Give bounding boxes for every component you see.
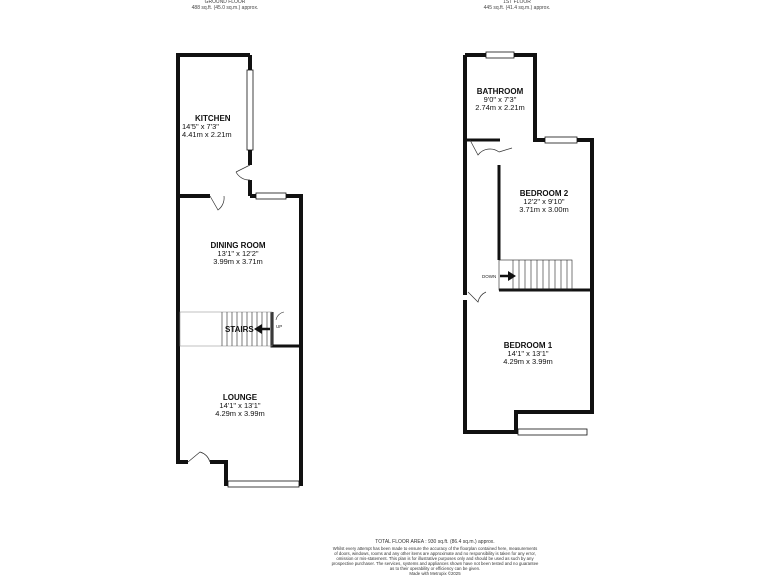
dining-right-wall	[210, 196, 301, 484]
bedroom1-name: BEDROOM 1	[503, 341, 553, 350]
bathroom-metric: 2.74m x 2.21m	[475, 103, 525, 112]
first-floor-area: 445 sq.ft. (41.4 sq.m.) approx.	[483, 4, 551, 11]
dining-door-swing	[210, 196, 224, 210]
dining-room-name: DINING ROOM	[210, 241, 266, 250]
disclaimer-line: omission or mis-statement. This plan is for illustrative purposes only and should be used as such by any	[336, 556, 534, 562]
lounge-left-wall	[178, 196, 188, 462]
kitchen-door-swing	[236, 165, 250, 180]
kitchen-window	[247, 70, 253, 150]
cupboard-label: UP	[276, 324, 283, 329]
kitchen-metric: 4.41m x 2.21m	[182, 130, 232, 139]
bedroom2-imperial: 12'2" x 9'10"	[523, 197, 565, 206]
dining-room-metric: 3.99m x 3.71m	[213, 257, 263, 266]
bathroom-window	[486, 52, 514, 58]
ground-floor-title: GROUND FLOOR	[204, 0, 246, 5]
lounge-name: LOUNGE	[222, 393, 258, 402]
stairs-down-arrow	[500, 271, 516, 281]
bedroom2-metric: 3.71m x 3.00m	[519, 205, 569, 214]
kitchen-name: KITCHEN	[195, 114, 231, 123]
lounge-imperial: 14'1" x 13'1"	[219, 401, 261, 410]
bedroom2-door-swing	[499, 148, 512, 152]
lounge-bay-window	[228, 481, 299, 487]
ground-floor-area: 488 sq.ft. (45.0 sq.m.) approx.	[191, 4, 259, 11]
cupboard-door-swing	[276, 312, 284, 320]
first-floor-title: 1ST FLOOR	[503, 0, 531, 5]
disclaimer-line: of doors, windows, rooms and any other items are approximate and no responsibility is taken for any error,	[334, 551, 536, 557]
bedroom1-imperial: 14'1" x 13'1"	[507, 349, 549, 358]
front-door-swing	[188, 452, 210, 462]
bedroom1-metric: 4.29m x 3.99m	[503, 357, 553, 366]
bathroom-name: BATHROOM	[476, 87, 524, 96]
bedroom2-window	[545, 137, 577, 143]
bathroom-imperial: 9'0" x 7'3"	[483, 95, 517, 104]
disclaimer-line: as to their operability or efficiency can be given.	[389, 566, 481, 572]
disclaimer-line: Made with Metropix ©2025	[409, 571, 461, 576]
stairs-down-label: DOWN	[482, 274, 497, 279]
lounge-metric: 4.29m x 3.99m	[215, 409, 265, 418]
dining-window	[256, 193, 286, 199]
bedroom1-door-swing	[468, 292, 486, 302]
stairs-label: STAIRS	[225, 325, 254, 334]
total-floor-area: TOTAL FLOOR AREA : 930 sq.ft. (86.4 sq.m.) approx.	[375, 539, 495, 545]
bedroom2-name: BEDROOM 2	[519, 189, 569, 198]
bathroom-door-swing	[470, 140, 499, 155]
disclaimer-line: prospective purchaser. The services, systems and appliances shown have not been tested and no guarantee	[331, 561, 539, 567]
dining-room-imperial: 13'1" x 12'2"	[217, 249, 259, 258]
disclaimer-line: Whilst every attempt has been made to ensure the accuracy of the floorplan contained here, measurements	[332, 546, 538, 551]
stairs-arrow	[254, 324, 270, 334]
disclaimer	[300, 546, 570, 576]
stair-partition	[272, 312, 301, 346]
bedroom1-window	[518, 429, 587, 435]
kitchen-imperial: 14'5" x 7'3"	[182, 122, 219, 131]
